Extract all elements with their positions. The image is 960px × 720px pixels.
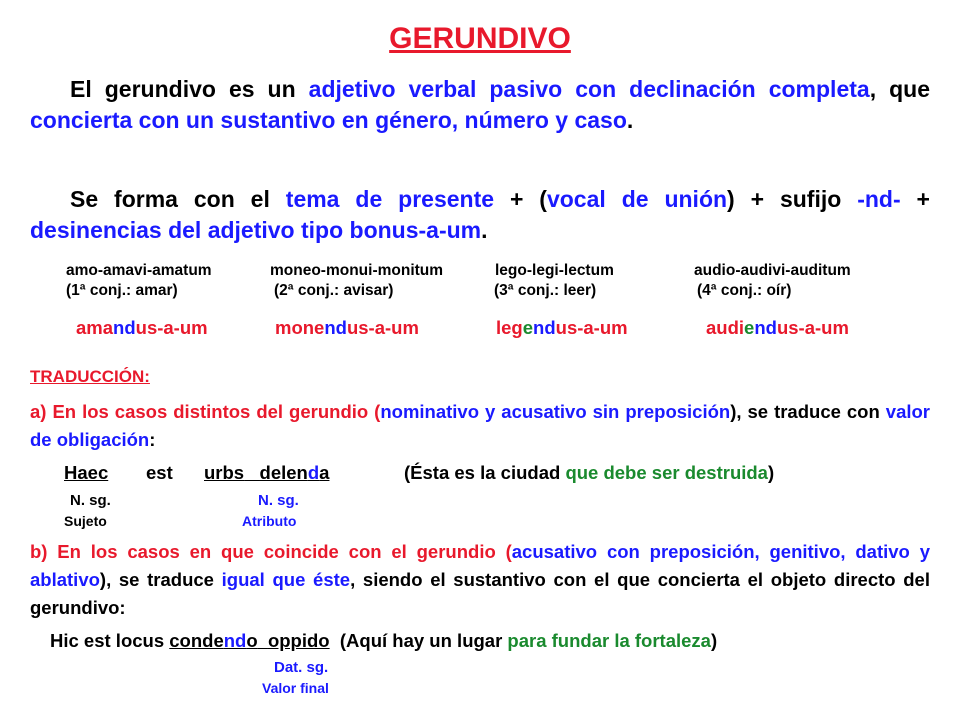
example-a-translation: (Ésta es la ciudad que debe ser destruida): [404, 462, 775, 483]
verb-parts-2: moneo-monui-monitum: [270, 262, 444, 279]
gerundive-1: amandus-a-um: [76, 317, 208, 338]
page-title: GERUNDIVO: [389, 22, 571, 55]
text: ), se traduce con: [730, 401, 886, 422]
text: +: [900, 186, 930, 212]
example-a-word-haec: Haec: [64, 462, 109, 483]
highlight: -nd-: [857, 186, 901, 212]
case-b-paragraph: [30, 538, 930, 622]
example-a-grammar-2: N. sg.: [258, 492, 299, 509]
example-a-word-est: est: [146, 462, 173, 483]
example-b-function: Valor final: [262, 680, 329, 696]
highlight: acusativo con preposición, genitivo, dativo y ablativo: [30, 541, 930, 590]
text: .: [626, 107, 634, 133]
verb-conj-1: (1ª conj.: amar): [66, 282, 178, 299]
text: :: [149, 429, 156, 450]
text: ), se traduce: [99, 569, 222, 590]
verb-parts-1: amo-amavi-amatum: [66, 262, 212, 279]
gerundive-3: legendus-a-um: [496, 317, 628, 338]
highlight: vocal de unión: [546, 186, 728, 212]
example-b-grammar: Dat. sg.: [274, 659, 329, 676]
example-b-sentence: Hic est locus condendo oppido (Aquí hay un lugar para fundar la fortaleza): [50, 630, 718, 651]
text: .: [481, 217, 488, 243]
example-a-function-1: Sujeto: [64, 513, 107, 529]
text: Se forma con el: [70, 186, 286, 212]
highlight: desinencias del adjetivo tipo bonus-a-um: [30, 217, 482, 243]
verb-conj-4: (4ª conj.: oír): [697, 282, 792, 299]
highlight: tema de presente: [285, 186, 495, 212]
section-heading: TRADUCCIÓN:: [30, 367, 150, 386]
case-label: a): [30, 401, 47, 422]
example-a-grammar-1: N. sg.: [70, 492, 111, 509]
example-a-function-2: Atributo: [242, 513, 297, 529]
highlight: adjetivo verbal pasivo con declinación completa: [308, 76, 870, 102]
formation-paragraph: [30, 184, 930, 246]
text: En los casos en que coincide con el gerundio (: [47, 541, 512, 562]
gerundive-2: monendus-a-um: [275, 317, 419, 338]
case-a-paragraph: [30, 398, 930, 454]
verb-parts-3: lego-legi-lectum: [495, 262, 614, 279]
text: El gerundivo es un: [70, 76, 309, 102]
definition-paragraph: [30, 74, 930, 136]
text: ) + sufijo: [727, 186, 858, 212]
text: En los casos distintos del gerundio (: [46, 401, 381, 422]
verb-conj-3: (3ª conj.: leer): [494, 282, 597, 299]
gerundive-4: audiendus-a-um: [706, 317, 849, 338]
text: + (: [494, 186, 547, 212]
example-a-phrase: urbs delenda: [204, 462, 330, 483]
case-label: b): [30, 541, 48, 562]
verb-parts-4: audio-audivi-auditum: [694, 262, 851, 279]
highlight: valor de obligación: [30, 401, 930, 450]
highlight: nominativo y acusativo sin preposición: [380, 401, 731, 422]
highlight: concierta con un sustantivo en género, número y caso: [30, 107, 627, 133]
verb-conj-2: (2ª conj.: avisar): [274, 282, 394, 299]
text: , que: [869, 76, 930, 102]
text: , siendo el sustantivo con el que concierta el objeto directo del gerundivo:: [30, 569, 930, 618]
highlight: igual que éste: [221, 569, 351, 590]
